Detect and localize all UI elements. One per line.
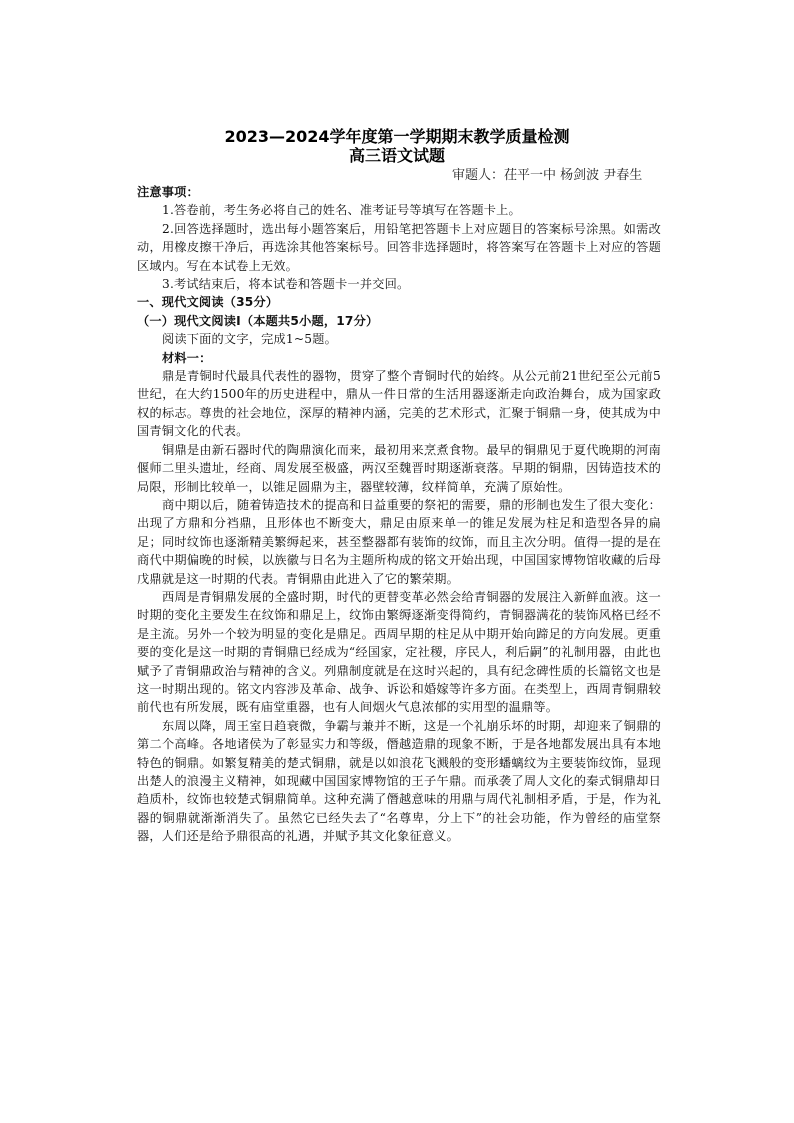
material-label: 材料一： [162,350,212,365]
paragraph: 东周以降，周王室日趋衰微，争霸与兼并不断，这是一个礼崩乐坏的时期，却迎来了铜鼎的第二个高峰。各地诸侯为了彰显实力和等级，僭越造鼎的现象不断，于是各地都发展出具有本地特色的铜鼎。如繁复精美的楚式铜鼎，就是以如浪花飞溅般的变形蟠螭纹为主要装饰纹饰，显现出楚人的浪漫主义精神，如现藏中国国家博物馆的王子午鼎。而承袭了周人文化的秦式铜鼎却日趋质朴，纹饰也较楚式铜鼎简单。这种充满了僭越意味的用鼎与周代礼制相矛盾，于是，作为礼器的铜鼎就渐渐消失了。虽然它已经失去了“名尊卑，分上下”的社会功能，作为曾经的庙堂祭器，人们还是给予鼎很高的礼遇，并赋予其文化象征意义。 [137,718,661,844]
exam-subtitle: 高三语文试题 [348,146,445,165]
section-heading: 一、现代文阅读（35分） [137,295,279,310]
paragraph: 鼎是青铜时代最具代表性的器物，贯穿了整个青铜时代的始终。从公元前21世纪至公元前5世纪，在大约1500年的历史进程中，鼎从一件日常的生活用器逐渐走向政治舞台，成为国家政权的标志。尊贵的社会地位，深厚的精神内涵，完美的艺术形式，汇聚于铜鼎一身，使其成为中国青铜文化的代表。 [137,369,661,439]
paragraph: 商中期以后，随着铸造技术的提高和日益重要的祭祀的需要，鼎的形制也发生了很大变化：出现了方鼎和分裆鼎，且形体也不断变大，鼎足由原来单一的锥足发展为柱足和造型各异的扁足；同时纹饰也逐渐精美繁缛起来，甚至整器都有装饰的纹饰，而且主次分明。值得一提的是在商代中期偏晚的时候，以族徽与日名为主题所构成的铭文开始出现，中国国家博物馆收藏的后母戊鼎就是这一时期的代表。青铜鼎由此进入了它的繁荣期。 [137,497,661,586]
notice-item-2: 2.回答选择题时，选出每小题答案后，用铅笔把答题卡上对应题目的答案标号涂黑。如需改动，用橡皮擦干净后，再选涂其他答案标号。回答非选择题时，将答案写在答题卡上对应的答题区域内。写在本试卷上无效。 [137,221,661,273]
exam-title: 2023—2024学年度第一学期期末教学质量检测 [224,127,570,146]
paragraph: 西周是青铜鼎发展的全盛时期，时代的更替变革必然会给青铜器的发展注入新鲜血液。这一时期的变化主要发生在纹饰和鼎足上，纹饰由繁缛逐渐变得简约，青铜器满花的装饰风格已经不是主流。另外一个较为明显的变化是鼎足。西周早期的柱足从中期开始向蹄足的方向发展。更重要的变化是这一时期的青铜鼎已经成为“经国家，定社稷，序民人，利后嗣”的礼制用器，由此也赋予了青铜鼎政治与精神的含义。列鼎制度就是在这时兴起的，具有纪念碑性质的长篇铭文也是这一时期出现的。铭文内容涉及革命、战争、诉讼和婚嫁等许多方面。在类型上，西周青铜鼎较前代也有所发展，既有庙堂重器，也有人间烟火气息浓郁的实用型的温鼎等。 [137,589,661,715]
section-instruction: 阅读下面的文字，完成1~5题。 [162,332,337,347]
notice-item-3: 3.考试结束后，将本试卷和答题卡一并交回。 [162,277,410,292]
notice-item-1: 1.答卷前，考生务必将自己的姓名、准考证号等填写在答题卡上。 [162,203,521,218]
exam-content [137,183,661,846]
notice-heading: 注意事项： [137,185,199,199]
section-subheading: （一）现代文阅读I（本题共5小题，17分） [137,313,379,328]
reviewers: 审题人：茌平一中 杨剑波 尹春生 [452,168,643,183]
paragraph: 铜鼎是由新石器时代的陶鼎演化而来，最初用来烹煮食物。最早的铜鼎见于夏代晚期的河南偃师二里头遗址，经商、周发展至极盛，两汉至魏晋时期逐渐衰落。早期的铜鼎，因铸造技术的局限，形制比较单一，以锥足圆鼎为主，器壁较薄，纹样简单，充满了原始性。 [137,442,661,494]
